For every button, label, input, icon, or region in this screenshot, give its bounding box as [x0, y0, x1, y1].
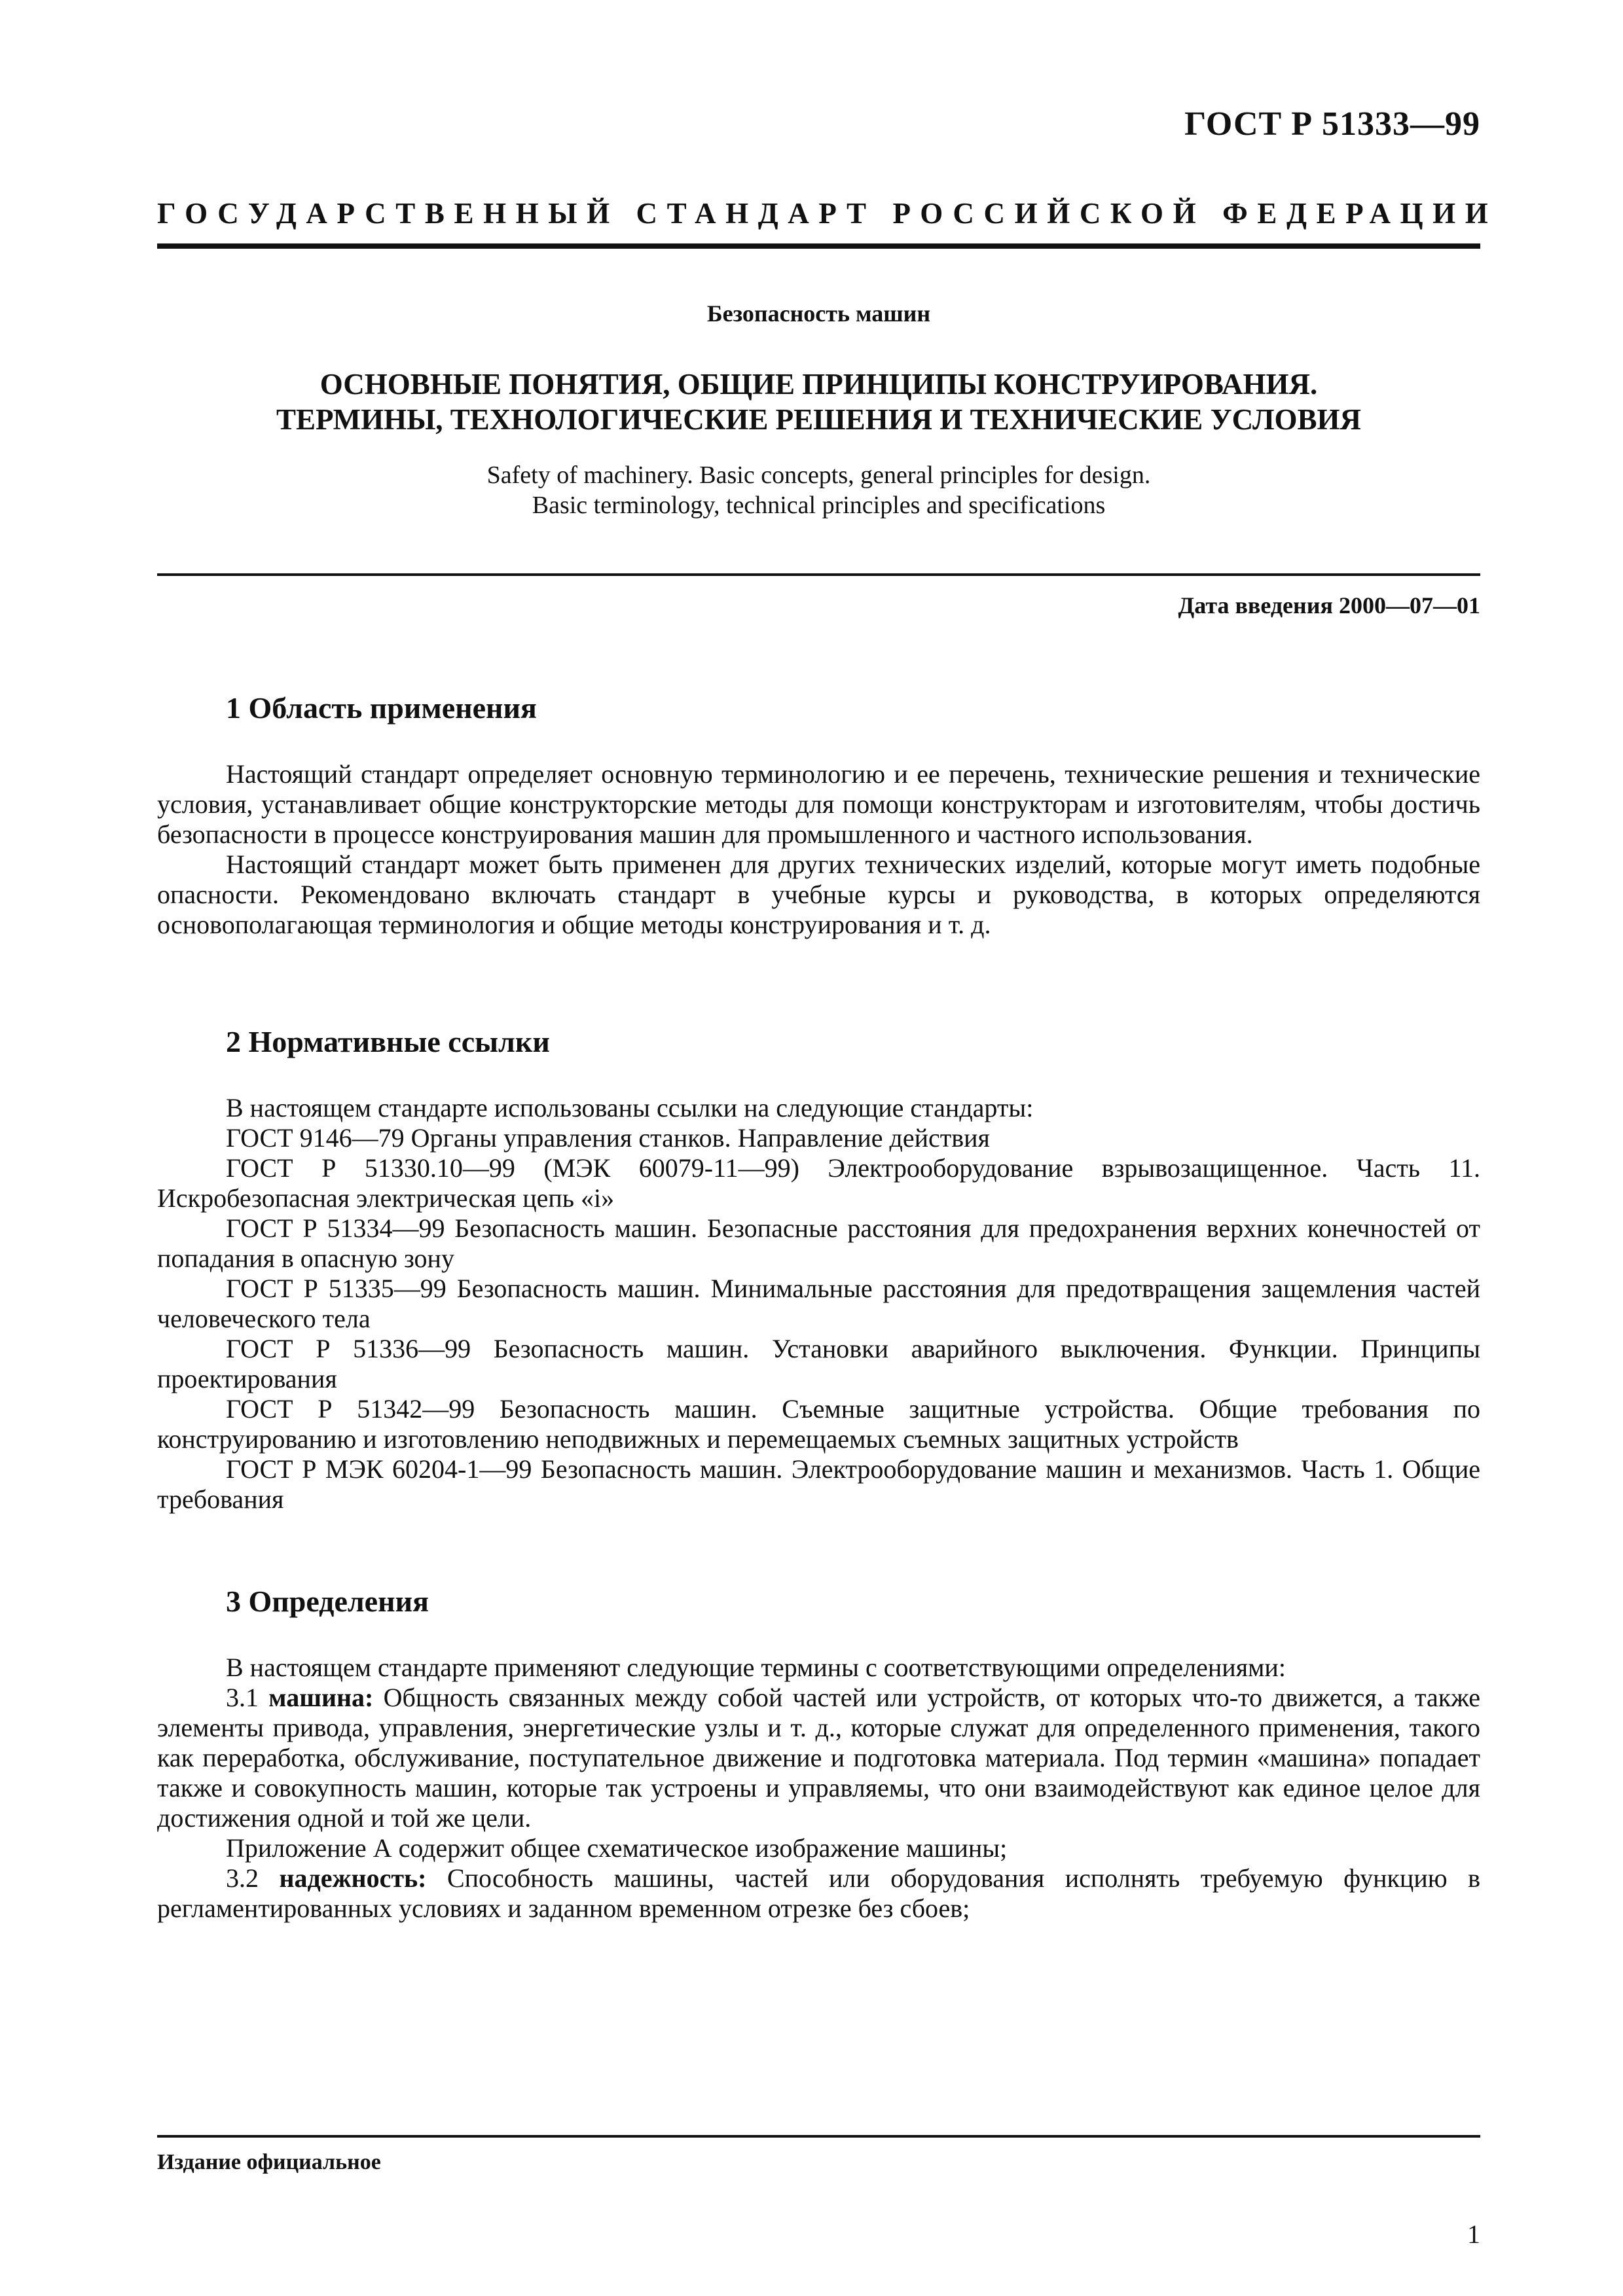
reference-item: ГОСТ Р 51342—99 Безопасность машин. Съемные защитные устройства. Общие требования по конструированию и изготовлению неподвижных и перемещаемых съемных защитных устройств [157, 1394, 1480, 1454]
english-title [157, 460, 1480, 520]
annex-note: Приложение А содержит общее схематическое изображение машины; [226, 1833, 1008, 1863]
section-2-heading: 2 Нормативные ссылки [226, 1025, 550, 1058]
main-title [157, 367, 1480, 437]
section-1-paragraph-2: Настоящий стандарт может быть применен для других технических изделий, которые могут иметь подобные опасности. Рекомендовано включать стандарт в учебные курсы и руководства, в которых определяются основополагающая терминология и общие методы конструирования и т. д. [157, 850, 1480, 939]
page-number: 1 [1467, 2219, 1480, 2249]
reference-item: ГОСТ Р 51336—99 Безопасность машин. Установки аварийного выключения. Функции. Принципы проектирования [157, 1334, 1480, 1393]
section-3-body [157, 1653, 1480, 1924]
state-standard-header: ГОСУДАРСТВЕННЫЙ СТАНДАРТ РОССИЙСКОЙ ФЕДЕРАЦИИ [157, 197, 1498, 230]
series-title: Безопасность машин [706, 300, 931, 327]
title-rule [157, 573, 1480, 576]
definition-number: 3.1 [226, 1683, 259, 1712]
section-3-intro: В настоящем стандарте применяют следующие термины с соответствующими определениями: [226, 1653, 1286, 1682]
definition-3-1 [157, 1683, 1480, 1833]
section-1-heading: 1 Область применения [226, 691, 537, 725]
english-title-line-1: Safety of machinery. Basic concepts, general principles for design. [486, 461, 1151, 489]
definition-3-2 [157, 1863, 1480, 1924]
reference-item: ГОСТ Р 51334—99 Безопасность машин. Безопасные расстояния для предохранения верхних конечностей от попадания в опасную зону [157, 1213, 1480, 1273]
introduction-date: Дата введения 2000—07—01 [1178, 592, 1480, 619]
definition-term: машина: [268, 1683, 374, 1712]
section-2-intro: В настоящем стандарте использованы ссылки на следующие стандарты: [226, 1093, 1034, 1122]
english-title-line-2: Basic terminology, technical principles and specifications [532, 492, 1106, 519]
section-3-heading: 3 Определения [226, 1585, 429, 1618]
section-1-body [157, 759, 1480, 940]
document-code: ГОСТ Р 51333—99 [1184, 105, 1480, 143]
edition-label: Издание официальное [157, 2150, 381, 2174]
header-rule [157, 243, 1480, 249]
footer-rule [157, 2135, 1480, 2138]
definition-term: надежность: [279, 1863, 427, 1893]
definition-number: 3.2 [226, 1863, 259, 1893]
definition-text: Общность связанных между собой частей или устройств, от которых что-то движется, а также элементы привода, управления, энергетические узлы и т. д., которые служат для определенного применения, такого как переработка, обслуживание, поступательное движение и подготовка материала. Под термин «машина» попадает также и совокупность машин, которые так устроены и управляемы, что они взаимодействуют как единое целое для достижения одной и той же цели. [157, 1683, 1481, 1833]
definition-text: Способность машины, частей или оборудования исполнять требуемую функцию в регламентированных условиях и заданном временном отрезке без сбоев; [157, 1863, 1480, 1923]
reference-item: ГОСТ Р 51335—99 Безопасность машин. Минимальные расстояния для предотвращения защемления частей человеческого тела [157, 1274, 1480, 1333]
reference-item: ГОСТ 9146—79 Органы управления станков. Направление действия [226, 1123, 990, 1153]
reference-item: ГОСТ Р 51330.10—99 (МЭК 60079-11—99) Электрооборудование взрывозащищенное. Часть 11. Искробезопасная электрическая цепь «i» [157, 1153, 1480, 1213]
main-title-line-1: ОСНОВНЫЕ ПОНЯТИЯ, ОБЩИЕ ПРИНЦИПЫ КОНСТРУИРОВАНИЯ. [319, 368, 1318, 401]
section-1-paragraph-1: Настоящий стандарт определяет основную терминологию и ее перечень, технические решения и технические условия, устанавливает общие конструкторские методы для помощи конструкторам и изготовителям, чтобы достичь безопасности в процессе конструирования машин для промышленного и частного использования. [157, 759, 1480, 849]
main-title-line-2: ТЕРМИНЫ, ТЕХНОЛОГИЧЕСКИЕ РЕШЕНИЯ И ТЕХНИЧЕСКИЕ УСЛОВИЯ [276, 403, 1362, 436]
reference-item: ГОСТ Р МЭК 60204-1—99 Безопасность машин. Электрооборудование машин и механизмов. Часть 1. Общие требования [157, 1454, 1480, 1514]
section-2-body [157, 1093, 1480, 1515]
